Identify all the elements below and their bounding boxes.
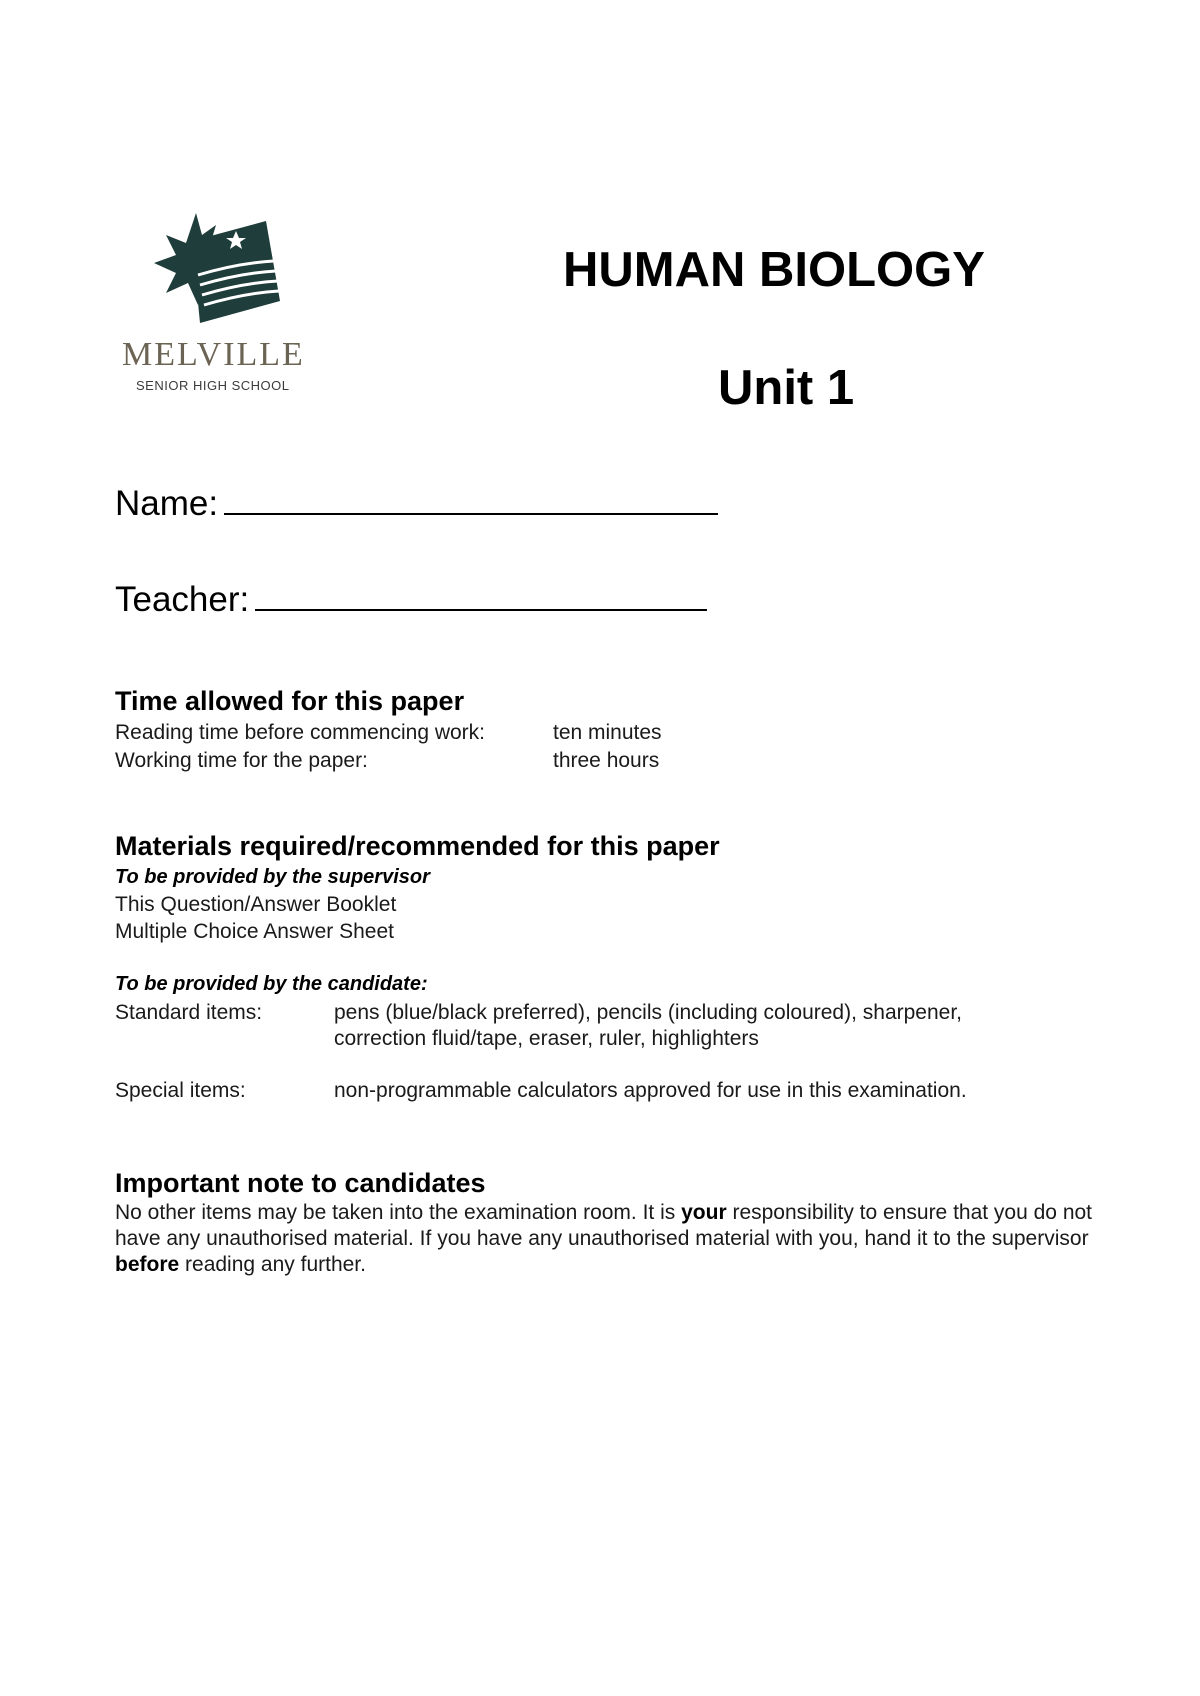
reading-time-label: Reading time before commencing work: — [115, 721, 486, 744]
page-title: HUMAN BIOLOGY — [563, 243, 985, 297]
list-item: This Question/Answer Booklet — [115, 893, 397, 916]
note-bold-before: before — [115, 1253, 180, 1276]
special-items-value: non-programmable calculators approved for use in this examination. — [334, 1079, 967, 1102]
list-item: Multiple Choice Answer Sheet — [115, 920, 394, 943]
note-text: No other items may be taken into the examination room. It is — [115, 1201, 682, 1224]
important-note-paragraph — [115, 1200, 1135, 1278]
supervisor-subheading: To be provided by the supervisor — [115, 866, 430, 888]
reading-time-value: ten minutes — [553, 721, 662, 744]
working-time-value: three hours — [553, 749, 660, 772]
note-text: reading any further. — [179, 1253, 366, 1276]
special-items-label: Special items: — [115, 1079, 246, 1102]
note-text: responsibility to ensure that you do not have any unauthorised material. If you have any unauthorised material with you, hand it to the supervisor — [115, 1201, 1093, 1250]
logo-wordmark: MELVILLE — [122, 336, 305, 373]
logo-subtitle: SENIOR HIGH SCHOOL — [136, 378, 290, 393]
time-allowed-heading: Time allowed for this paper — [115, 686, 465, 716]
name-blank-line[interactable] — [224, 512, 718, 515]
standard-items-label: Standard items: — [115, 1001, 263, 1024]
teacher-field[interactable] — [115, 580, 707, 620]
teacher-label: Teacher: — [115, 580, 250, 619]
candidate-subheading: To be provided by the candidate: — [115, 973, 428, 995]
standard-items-line: pens (blue/black preferred), pencils (including coloured), sharpener, — [334, 1001, 963, 1024]
teacher-blank-line[interactable] — [255, 608, 707, 611]
note-bold-your: your — [681, 1201, 727, 1224]
important-note-heading: Important note to candidates — [115, 1168, 486, 1198]
materials-heading: Materials required/recommended for this paper — [115, 831, 720, 861]
name-label: Name: — [115, 484, 219, 523]
unit-title: Unit 1 — [718, 361, 855, 415]
working-time-label: Working time for the paper: — [115, 749, 368, 772]
name-field[interactable] — [115, 484, 718, 524]
standard-items-line: correction fluid/tape, eraser, ruler, highlighters — [334, 1027, 759, 1050]
